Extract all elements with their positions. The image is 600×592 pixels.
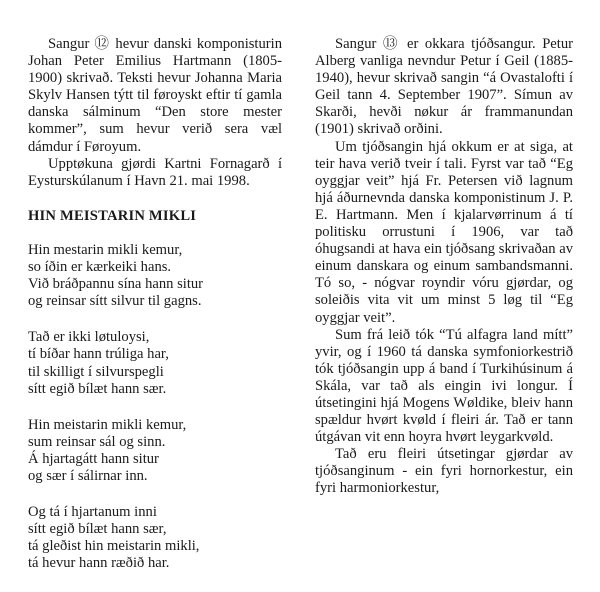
song-title-heading: HIN MEISTARIN MIKLI — [28, 207, 197, 224]
spacer — [28, 190, 282, 208]
spacer — [28, 485, 282, 504]
verse-line: sum reinsar sál og sinn. — [28, 433, 166, 450]
verse-line: so íðin er kærkeiki hans. — [28, 259, 172, 276]
spacer — [28, 225, 282, 242]
stanza-1 — [28, 242, 282, 310]
recording-info-paragraph: Upptøkuna gjørdi Kartni Fornagarð í Eysturskúlanum í Havn 21. mai 1998. — [28, 155, 282, 189]
stanza-4 — [28, 504, 282, 572]
verse-line: Og tá í hjartanum inni — [28, 504, 157, 521]
song-13-intro-paragraph: Sangur ⑬ er okkara tjóðsangur. Petur Alberg vanliga nevndur Petur í Geil (1885-1940), hevur skrivað sangin “á Ovastalofti í Geil tann 4. September 1907”. Símun av Skarði, hevði nøkur ár frammanundan (1901) skrivað orðini. — [315, 36, 573, 138]
anthem-history-paragraph: Um tjóðsangin hjá okkum er at siga, at teir hava verið tveir í tali. Fyrst var tað “Eg oyggjar veit” hjá Fr. Petersen við lagnum hjá áðurnevnda danska komponistinum J. P. E. Hartmann. Men í kjalarvørrinum á tí politisku orrustuni í 1906, var tað óhugsandi at hava ein tjóðsang skrivaðan av einum danskara og einum sambandsmanni. Tó so, - nógvar royndir vóru gjørdar, og soleiðis vita vit um minst 5 løg til “Eg oyggjar veit”. — [315, 138, 573, 326]
verse-line: til skilligt í silvurspegli — [28, 363, 164, 380]
verse-line: Hin mestarin mikli kemur, — [28, 241, 183, 258]
verse-line: sítt egið bílæt hann sær, — [28, 521, 167, 538]
song-12-intro-paragraph: Sangur ⑫ hevur danski komponisturin Johan Peter Emilius Hartmann (1805-1900) skrivað. Teksti hevur Johanna Maria Skylv Hansen týtt til føroyskt eftir tí gamla danska sálminum “Den store mester kommer”, sum hevur verið sera væl dámdur í Føroyum. — [28, 36, 282, 155]
verse-line: Á hjartagátt hann situr — [28, 450, 159, 467]
verse-line: tá hevur hann ræðið har. — [28, 555, 170, 572]
verse-line: tí bíðar hann trúliga har, — [28, 346, 169, 363]
verse-line: og sær í sálirnar inn. — [28, 467, 148, 484]
spacer — [28, 310, 282, 329]
anthem-recording-paragraph: Sum frá leið tók “Tú alfagra land mítt” yvir, og í 1960 tá danska symfoniorkestrið tók tjóðsangin upp á band í Turkihúsinum á Skála, var tað als eingin ivi longur. Í útsetingini hjá Mogens Wøldike, bleiv hann spældur hvørt kvøld í fleiri ár. Tað er tann útgávan vit enn hoyra hvørt leygarkvøld. — [315, 326, 573, 446]
verse-line: Hin meistarin mikli kemur, — [28, 416, 187, 433]
verse-line: tá gleðist hin meistarin mikli, — [28, 538, 200, 555]
verse-line: og reinsar sítt silvur til gagns. — [28, 293, 202, 310]
arrangements-paragraph: Tað eru fleiri útsetingar gjørdar av tjóðsanginum - ein fyri hornorkestur, ein fyri harmoniorkestur, — [315, 446, 573, 497]
verse-line: Tað er ikki løtuloysi, — [28, 329, 150, 346]
verse-line: sítt egið bílæt hann sær. — [28, 380, 167, 397]
left-column — [28, 36, 282, 572]
stanza-2 — [28, 329, 282, 397]
right-column — [315, 36, 573, 498]
spacer — [28, 398, 282, 417]
verse-line: Við bráðpannu sína hann situr — [28, 276, 204, 293]
stanza-3 — [28, 417, 282, 485]
